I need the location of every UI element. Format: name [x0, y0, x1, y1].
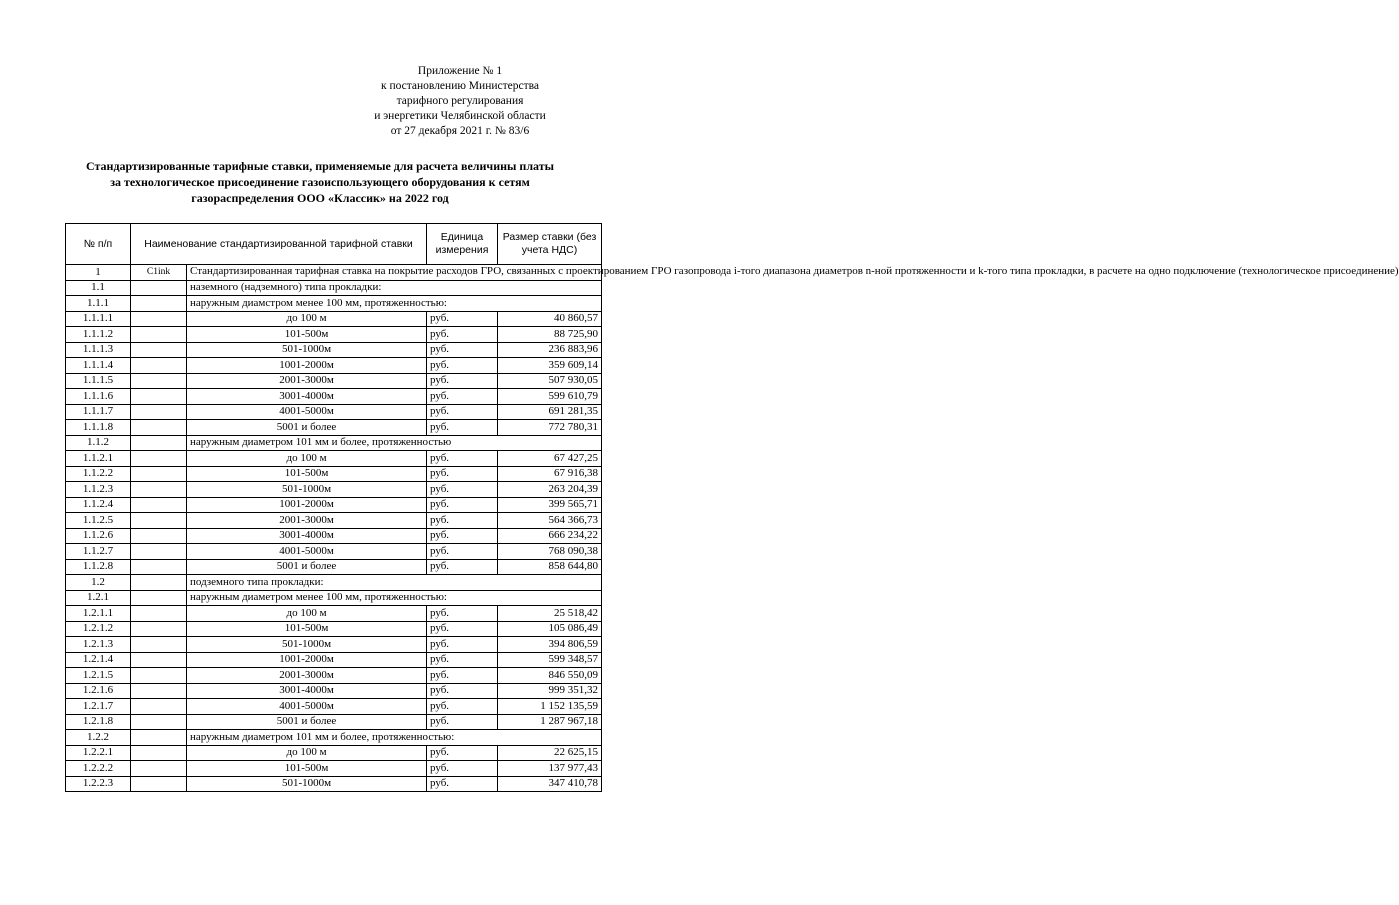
row-unit: руб.	[427, 404, 498, 420]
row-length-range: до 100 м	[187, 451, 427, 467]
row-blank-cell	[131, 420, 187, 436]
tariff-table	[65, 223, 1399, 792]
row-number: 1.2.2.1	[66, 745, 131, 761]
row-blank-cell	[131, 544, 187, 560]
row-rate: 1 152 135,59	[498, 699, 602, 715]
table-row	[66, 342, 602, 358]
table-row	[66, 482, 602, 498]
header-name: Наименование стандартизированной тарифной ставки	[131, 224, 427, 265]
row-length-range: до 100 м	[187, 606, 427, 622]
row-length-range: 5001 и более	[187, 559, 427, 575]
row-number: 1.2.1	[66, 590, 131, 606]
row-length-range: 5001 и более	[187, 714, 427, 730]
row-length-range: 4001-5000м	[187, 404, 427, 420]
row-unit: руб.	[427, 528, 498, 544]
row-number: 1.1.2.7	[66, 544, 131, 560]
row-rate: 25 518,42	[498, 606, 602, 622]
table-row	[66, 559, 602, 575]
row-length-range: 2001-3000м	[187, 668, 427, 684]
row-unit: руб.	[427, 420, 498, 436]
row-unit: руб.	[427, 544, 498, 560]
table-row	[66, 311, 602, 327]
table-row	[66, 668, 602, 684]
row-blank-cell	[131, 714, 187, 730]
row-unit: руб.	[427, 745, 498, 761]
row-number: 1.1.2.5	[66, 513, 131, 529]
row-rate: 1 287 967,18	[498, 714, 602, 730]
appendix-line: Приложение № 1	[417, 65, 503, 77]
row-blank-cell	[131, 652, 187, 668]
table-row	[66, 637, 602, 653]
row-number: 1.1.1.8	[66, 420, 131, 436]
row-number: 1.1.1.4	[66, 358, 131, 374]
row-number: 1.2.1.4	[66, 652, 131, 668]
row-rate: 88 725,90	[498, 327, 602, 343]
row-blank-cell	[131, 761, 187, 777]
row-length-range: 2001-3000м	[187, 513, 427, 529]
table-row	[66, 513, 602, 529]
row-unit: руб.	[427, 637, 498, 653]
row-unit: руб.	[427, 373, 498, 389]
row-length-range: 101-500м	[187, 761, 427, 777]
intro-row	[66, 265, 602, 281]
intro-symbol: C1ink	[131, 265, 187, 281]
table-row	[66, 466, 602, 482]
row-section-text: наружным диаметром 101 мм и более, протяженностью:	[187, 730, 602, 746]
title-line: газораспределения ООО «Классик» на 2022 год	[191, 191, 449, 205]
row-blank-cell	[131, 590, 187, 606]
row-unit: руб.	[427, 559, 498, 575]
row-length-range: 5001 и более	[187, 420, 427, 436]
row-rate: 359 609,14	[498, 358, 602, 374]
row-length-range: 3001-4000м	[187, 683, 427, 699]
row-number: 1.2.1.3	[66, 637, 131, 653]
row-section-text: наружным диаметром менее 100 мм, протяженностью:	[187, 590, 602, 606]
row-section-text: наружным диамстром менее 100 мм, протяженностью:	[187, 296, 602, 312]
row-length-range: 3001-4000м	[187, 528, 427, 544]
row-number: 1.1.2	[66, 435, 131, 451]
row-rate: 399 565,71	[498, 497, 602, 513]
row-length-range: 101-500м	[187, 466, 427, 482]
intro-text: Стандартизированная тарифная ставка на покрытие расходов ГРО, связанных с проектированием ГРО газопровода i-того диапазона диаметров n-ной протяженности и k-того типа прокладки, в расчете на одно подключение (технологическое присоединение)	[187, 265, 602, 281]
table-row	[66, 296, 602, 312]
row-number: 1.1.1.6	[66, 389, 131, 405]
appendix-block	[340, 64, 580, 139]
row-number: 1.2.1.7	[66, 699, 131, 715]
row-unit: руб.	[427, 389, 498, 405]
row-unit: руб.	[427, 652, 498, 668]
row-rate: 999 351,32	[498, 683, 602, 699]
row-section-text: наземного (надземного) типа прокладки:	[187, 280, 602, 296]
row-blank-cell	[131, 683, 187, 699]
table-row	[66, 575, 602, 591]
row-blank-cell	[131, 296, 187, 312]
row-length-range: 3001-4000м	[187, 389, 427, 405]
row-blank-cell	[131, 482, 187, 498]
row-unit: руб.	[427, 358, 498, 374]
row-blank-cell	[131, 637, 187, 653]
row-unit: руб.	[427, 311, 498, 327]
table-row	[66, 544, 602, 560]
row-unit: руб.	[427, 497, 498, 513]
row-number: 1.2	[66, 575, 131, 591]
row-blank-cell	[131, 513, 187, 529]
row-blank-cell	[131, 745, 187, 761]
row-rate: 507 930,05	[498, 373, 602, 389]
table-row	[66, 420, 602, 436]
row-number: 1.2.1.8	[66, 714, 131, 730]
row-section-text: подземного типа прокладки:	[187, 575, 602, 591]
row-rate: 40 860,57	[498, 311, 602, 327]
appendix-line: от 27 декабря 2021 г. № 83/6	[390, 125, 530, 137]
row-length-range: до 100 м	[187, 311, 427, 327]
table-row	[66, 606, 602, 622]
header-num: № п/п	[66, 224, 131, 265]
row-length-range: 1001-2000м	[187, 497, 427, 513]
row-number: 1.1.2.2	[66, 466, 131, 482]
row-blank-cell	[131, 389, 187, 405]
row-number: 1.1.1	[66, 296, 131, 312]
row-blank-cell	[131, 699, 187, 715]
row-unit: руб.	[427, 776, 498, 792]
intro-num: 1	[66, 265, 131, 281]
row-blank-cell	[131, 730, 187, 746]
row-length-range: 501-1000м	[187, 342, 427, 358]
row-blank-cell	[131, 575, 187, 591]
table-row	[66, 776, 602, 792]
table-body	[66, 265, 1399, 792]
row-blank-cell	[131, 280, 187, 296]
row-number: 1.1.1.2	[66, 327, 131, 343]
row-rate: 22 625,15	[498, 745, 602, 761]
row-number: 1.2.2	[66, 730, 131, 746]
row-unit: руб.	[427, 761, 498, 777]
table-row	[66, 528, 602, 544]
appendix-line: и энергетики Челябинской области	[374, 110, 546, 122]
row-blank-cell	[131, 466, 187, 482]
row-length-range: 1001-2000м	[187, 358, 427, 374]
row-number: 1.1.2.4	[66, 497, 131, 513]
row-unit: руб.	[427, 683, 498, 699]
row-length-range: 4001-5000м	[187, 699, 427, 715]
appendix-line: к постановлению Министерства	[380, 80, 539, 92]
row-number: 1.1.2.3	[66, 482, 131, 498]
row-number: 1.2.1.2	[66, 621, 131, 637]
row-rate: 691 281,35	[498, 404, 602, 420]
row-rate: 599 348,57	[498, 652, 602, 668]
row-number: 1.2.1.1	[66, 606, 131, 622]
row-unit: руб.	[427, 606, 498, 622]
row-rate: 846 550,09	[498, 668, 602, 684]
table-row	[66, 683, 602, 699]
row-length-range: 101-500м	[187, 327, 427, 343]
table-row	[66, 761, 602, 777]
table-row	[66, 280, 602, 296]
row-blank-cell	[131, 497, 187, 513]
title-line: за технологическое присоединение газоиспользующего оборудования к сетям	[110, 175, 530, 189]
row-unit: руб.	[427, 327, 498, 343]
table-row	[66, 714, 602, 730]
table-row	[66, 435, 602, 451]
row-number: 1.2.1.6	[66, 683, 131, 699]
table-row	[66, 497, 602, 513]
row-number: 1.2.2.3	[66, 776, 131, 792]
row-length-range: 501-1000м	[187, 637, 427, 653]
table-row	[66, 327, 602, 343]
table-row	[66, 404, 602, 420]
row-rate: 768 090,38	[498, 544, 602, 560]
table-row	[66, 590, 602, 606]
row-number: 1.1.2.1	[66, 451, 131, 467]
row-unit: руб.	[427, 714, 498, 730]
table-row	[66, 699, 602, 715]
row-rate: 347 410,78	[498, 776, 602, 792]
row-number: 1.1.1.7	[66, 404, 131, 420]
table-row	[66, 389, 602, 405]
row-rate: 564 366,73	[498, 513, 602, 529]
table-row	[66, 451, 602, 467]
row-rate: 666 234,22	[498, 528, 602, 544]
row-length-range: 4001-5000м	[187, 544, 427, 560]
row-number: 1.2.2.2	[66, 761, 131, 777]
row-unit: руб.	[427, 466, 498, 482]
row-blank-cell	[131, 621, 187, 637]
row-blank-cell	[131, 668, 187, 684]
row-blank-cell	[131, 606, 187, 622]
row-blank-cell	[131, 404, 187, 420]
row-rate: 137 977,43	[498, 761, 602, 777]
row-blank-cell	[131, 342, 187, 358]
row-blank-cell	[131, 776, 187, 792]
document-title	[50, 158, 590, 206]
row-rate: 105 086,49	[498, 621, 602, 637]
table-header-row	[66, 224, 602, 265]
row-number: 1.1.1.5	[66, 373, 131, 389]
row-length-range: 101-500м	[187, 621, 427, 637]
row-number: 1.1.2.8	[66, 559, 131, 575]
row-rate: 263 204,39	[498, 482, 602, 498]
row-unit: руб.	[427, 668, 498, 684]
table-row	[66, 621, 602, 637]
row-length-range: 1001-2000м	[187, 652, 427, 668]
header-unit: Единица измерения	[427, 224, 498, 265]
row-rate: 858 644,80	[498, 559, 602, 575]
row-unit: руб.	[427, 342, 498, 358]
row-rate: 67 916,38	[498, 466, 602, 482]
table-row	[66, 745, 602, 761]
row-unit: руб.	[427, 451, 498, 467]
row-unit: руб.	[427, 621, 498, 637]
row-rate: 67 427,25	[498, 451, 602, 467]
row-blank-cell	[131, 358, 187, 374]
table-row	[66, 730, 602, 746]
row-rate: 772 780,31	[498, 420, 602, 436]
row-number: 1.2.1.5	[66, 668, 131, 684]
row-unit: руб.	[427, 513, 498, 529]
row-number: 1.1.1.3	[66, 342, 131, 358]
row-length-range: 501-1000м	[187, 776, 427, 792]
row-unit: руб.	[427, 699, 498, 715]
row-number: 1.1.2.6	[66, 528, 131, 544]
table-row	[66, 373, 602, 389]
row-length-range: 2001-3000м	[187, 373, 427, 389]
table-row	[66, 652, 602, 668]
row-blank-cell	[131, 435, 187, 451]
row-length-range: 501-1000м	[187, 482, 427, 498]
row-number: 1.1.1.1	[66, 311, 131, 327]
row-number: 1.1	[66, 280, 131, 296]
row-blank-cell	[131, 559, 187, 575]
row-section-text: наружным диаметром 101 мм и более, протяженностью	[187, 435, 602, 451]
row-rate: 394 806,59	[498, 637, 602, 653]
header-rate: Размер ставки (без учета НДС)	[498, 224, 602, 265]
row-blank-cell	[131, 311, 187, 327]
row-blank-cell	[131, 528, 187, 544]
table-row	[66, 358, 602, 374]
appendix-line: тарифного регулирования	[396, 95, 524, 107]
row-blank-cell	[131, 327, 187, 343]
title-line: Стандартизированные тарифные ставки, применяемые для расчета величины платы	[86, 159, 554, 173]
row-unit: руб.	[427, 482, 498, 498]
row-rate: 236 883,96	[498, 342, 602, 358]
row-rate: 599 610,79	[498, 389, 602, 405]
row-blank-cell	[131, 373, 187, 389]
row-length-range: до 100 м	[187, 745, 427, 761]
row-blank-cell	[131, 451, 187, 467]
